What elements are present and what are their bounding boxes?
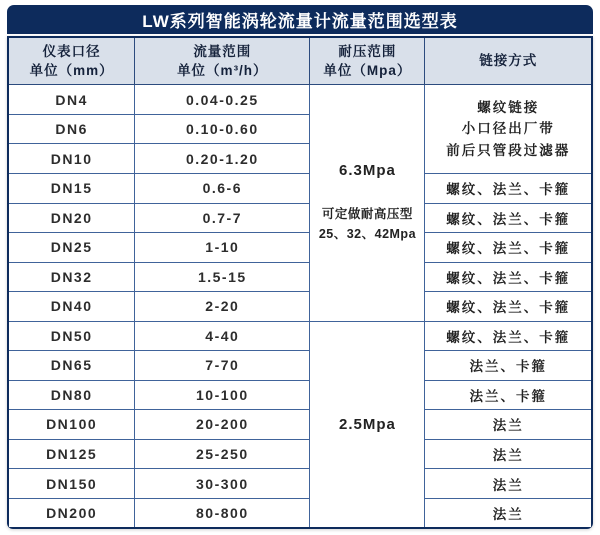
table-row — [8, 498, 592, 528]
pressure-value-25: 2.5Mpa — [339, 415, 396, 433]
flow-cell: 1.5-15 — [135, 262, 310, 292]
connection-line1: 螺纹链接 — [477, 99, 540, 115]
spec-table-widget — [7, 5, 593, 529]
flow-cell: 0.6-6 — [135, 173, 310, 203]
pressure-note-line1: 可定做耐高压型 — [321, 207, 413, 222]
pressure-cell-group2 — [310, 321, 425, 528]
connection-line2: 小口径出厂带 — [461, 121, 555, 137]
spec-table — [7, 36, 593, 529]
flow-cell: 0.7-7 — [135, 203, 310, 233]
col-header-diameter-line1: 仪表口径 — [42, 43, 101, 59]
connection-cell: 螺纹、法兰、卡箍 — [425, 262, 592, 292]
table-row — [8, 203, 592, 233]
table-container — [7, 36, 593, 529]
diameter-cell: DN200 — [8, 498, 135, 528]
col-header-connection-label: 链接方式 — [479, 53, 538, 69]
connection-cell-small-bore — [425, 85, 592, 174]
table-row — [8, 410, 592, 440]
header-row — [8, 37, 592, 85]
pressure-note — [312, 205, 422, 244]
table-row — [8, 439, 592, 469]
flow-cell: 25-250 — [135, 439, 310, 469]
flow-cell: 20-200 — [135, 410, 310, 440]
flow-cell: 80-800 — [135, 498, 310, 528]
table-row — [8, 292, 592, 322]
diameter-cell: DN15 — [8, 173, 135, 203]
table-row — [8, 233, 592, 263]
flow-cell: 10-100 — [135, 380, 310, 410]
connection-cell: 法兰、卡箍 — [425, 380, 592, 410]
connection-cell: 法兰、卡箍 — [425, 351, 592, 381]
col-header-flow — [135, 37, 310, 85]
connection-cell: 法兰 — [425, 469, 592, 499]
flow-cell: 0.20-1.20 — [135, 144, 310, 174]
connection-line3: 前后只管段过滤器 — [446, 142, 571, 158]
col-header-connection — [425, 37, 592, 85]
col-header-diameter-line2: 单位（mm） — [29, 63, 114, 79]
flow-cell: 1-10 — [135, 233, 310, 263]
diameter-cell: DN32 — [8, 262, 135, 292]
pressure-value-63: 6.3Mpa — [339, 162, 396, 180]
flow-cell: 0.04-0.25 — [135, 85, 310, 115]
diameter-cell: DN150 — [8, 469, 135, 499]
connection-cell: 法兰 — [425, 410, 592, 440]
connection-cell: 螺纹、法兰、卡箍 — [425, 203, 592, 233]
diameter-cell: DN50 — [8, 321, 135, 351]
table-row — [8, 380, 592, 410]
connection-cell: 螺纹、法兰、卡箍 — [425, 321, 592, 351]
col-header-pressure-line1: 耐压范围 — [338, 43, 397, 59]
table-row — [8, 469, 592, 499]
pressure-cell-group1 — [310, 85, 425, 321]
flow-cell: 2-20 — [135, 292, 310, 322]
diameter-cell: DN4 — [8, 85, 135, 115]
flow-cell: 30-300 — [135, 469, 310, 499]
pressure-note-line2: 25、32、42Mpa — [318, 226, 417, 241]
col-header-diameter — [8, 37, 135, 85]
diameter-cell: DN6 — [8, 114, 135, 144]
table-title-bar — [7, 5, 593, 34]
table-row — [8, 173, 592, 203]
table-row — [8, 262, 592, 292]
connection-cell: 螺纹、法兰、卡箍 — [425, 173, 592, 203]
col-header-flow-line1: 流量范围 — [193, 43, 252, 59]
connection-cell: 法兰 — [425, 439, 592, 469]
table-row — [8, 351, 592, 381]
col-header-pressure — [310, 37, 425, 85]
diameter-cell: DN80 — [8, 380, 135, 410]
connection-cell: 螺纹、法兰、卡箍 — [425, 292, 592, 322]
diameter-cell: DN20 — [8, 203, 135, 233]
flow-cell: 4-40 — [135, 321, 310, 351]
connection-cell: 法兰 — [425, 498, 592, 528]
connection-cell: 螺纹、法兰、卡箍 — [425, 233, 592, 263]
table-title: LW系列智能涡轮流量计流量范围选型表 — [142, 12, 458, 31]
table-row — [8, 85, 592, 115]
flow-cell: 0.10-0.60 — [135, 114, 310, 144]
diameter-cell: DN125 — [8, 439, 135, 469]
diameter-cell: DN25 — [8, 233, 135, 263]
flow-cell: 7-70 — [135, 351, 310, 381]
diameter-cell: DN10 — [8, 144, 135, 174]
table-row — [8, 321, 592, 351]
col-header-pressure-line2: 单位（Mpa） — [323, 63, 412, 79]
col-header-flow-line2: 单位（m³/h） — [177, 63, 268, 79]
diameter-cell: DN40 — [8, 292, 135, 322]
diameter-cell: DN100 — [8, 410, 135, 440]
diameter-cell: DN65 — [8, 351, 135, 381]
